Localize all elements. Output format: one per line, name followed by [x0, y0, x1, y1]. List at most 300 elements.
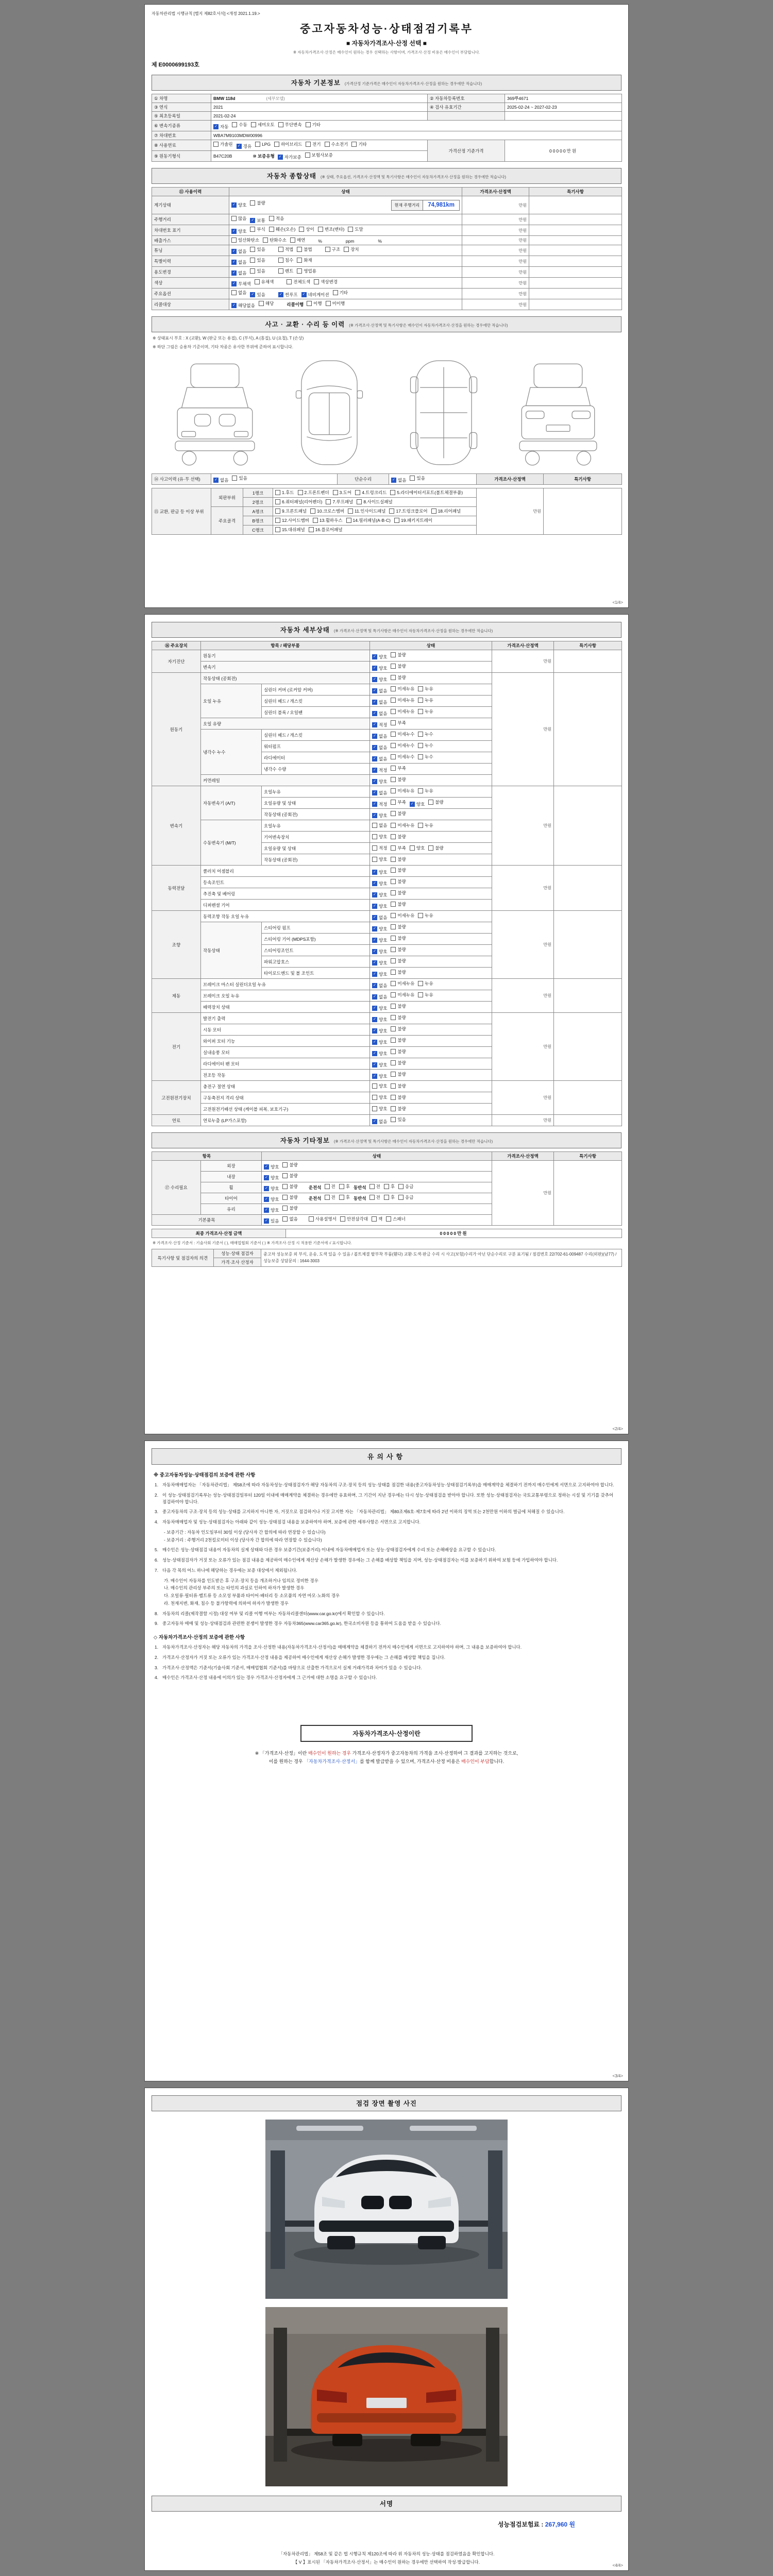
- checkbox-양호[interactable]: [264, 1207, 279, 1213]
- value-cell: [229, 256, 462, 267]
- checkbox-icon: [325, 1195, 330, 1200]
- checkbox-누유[interactable]: [418, 686, 433, 692]
- checkbox-icon: [391, 834, 396, 839]
- checkbox-보통[interactable]: [250, 217, 265, 224]
- checkbox-잭[interactable]: [372, 1216, 382, 1222]
- checkbox-양호[interactable]: [372, 880, 387, 887]
- checkbox-미세누유[interactable]: [391, 992, 414, 998]
- checkbox-전체도색[interactable]: [287, 279, 310, 285]
- value-cell: [370, 673, 492, 684]
- checkbox-후[interactable]: [339, 1194, 350, 1200]
- checkbox-icon: ✓: [372, 779, 377, 784]
- checkbox-일산화탄소[interactable]: [231, 237, 259, 243]
- checkbox-icon: ✓: [250, 292, 255, 297]
- checkbox-없음[interactable]: [372, 822, 387, 828]
- checkbox-label: 양호: [379, 869, 388, 875]
- checkbox-양호[interactable]: [372, 812, 387, 819]
- checkbox-icon: [391, 811, 396, 816]
- vehicle-name-value: BMW 118d (세부모델): [211, 94, 428, 103]
- vin-value: WBA7M9103MDW00996: [211, 131, 622, 140]
- checkbox-후[interactable]: [384, 1194, 395, 1200]
- checkbox-많음[interactable]: [231, 215, 246, 222]
- checkbox-label: 있음: [416, 476, 425, 481]
- checkbox-무채색[interactable]: [231, 281, 251, 287]
- checkbox-불량[interactable]: [391, 1071, 406, 1077]
- checkbox-label: 색상변경: [321, 279, 338, 284]
- checkbox-색상변경[interactable]: [314, 279, 338, 285]
- checkbox-불량[interactable]: [391, 969, 406, 975]
- value-cell: [370, 764, 492, 775]
- checkbox-전기[interactable]: [306, 141, 321, 147]
- checkbox-후[interactable]: [384, 1183, 395, 1190]
- checkbox-불량[interactable]: [282, 1183, 297, 1190]
- checkbox-4.트렁크리드[interactable]: [355, 489, 386, 496]
- checkbox-icon: [351, 142, 357, 147]
- checkbox-불량[interactable]: [391, 776, 406, 783]
- checkbox-훼손(오손)[interactable]: [269, 226, 296, 232]
- value-cell: [229, 214, 462, 225]
- checkbox-13.휠하우스[interactable]: [313, 517, 343, 523]
- checkbox-매연[interactable]: [290, 237, 305, 243]
- checkbox-양호[interactable]: [264, 1196, 279, 1202]
- checkbox-불량[interactable]: [391, 1106, 406, 1112]
- checkbox-label: 경유: [243, 144, 252, 149]
- checkbox-label: 전: [331, 1195, 335, 1200]
- checkbox-icon: [410, 476, 415, 481]
- value-cell: 실린더 헤드 / 개스킷: [262, 696, 370, 707]
- checkbox-미세누유[interactable]: [391, 822, 414, 828]
- checkbox-label: 15.대쉬패널: [282, 527, 305, 532]
- checkbox-유채색[interactable]: [255, 279, 274, 285]
- checkbox-없음[interactable]: [372, 699, 387, 705]
- checkbox-적음[interactable]: [269, 215, 284, 222]
- checkbox-icon: ✓: [372, 1017, 377, 1022]
- checkbox-수소전기[interactable]: [325, 141, 348, 147]
- checkbox-불법[interactable]: [297, 246, 312, 252]
- checkbox-icon: [372, 1083, 377, 1089]
- plate-number-value: 369뿌4671: [505, 94, 622, 103]
- checkbox-미세누수[interactable]: [391, 754, 414, 760]
- checkbox-icon: [391, 890, 396, 895]
- checkbox-있음[interactable]: [250, 246, 265, 252]
- checkbox-label: 9.프론트패널: [282, 509, 307, 514]
- checkbox-양호[interactable]: [231, 228, 246, 234]
- checkbox-label: 미세누수: [397, 731, 415, 737]
- label-cell: ④ 검사 유효기간: [428, 103, 505, 112]
- checkbox-자동[interactable]: [213, 124, 228, 130]
- checkbox-label: 있음: [239, 476, 247, 481]
- notice-subitem: 나. 매수인의 관리상 부주의 또는 타인의 과실로 인하여 하자가 발생한 경우: [164, 1585, 305, 1591]
- checkbox-응급[interactable]: [398, 1194, 413, 1200]
- checkbox-적법[interactable]: [278, 246, 293, 252]
- checkbox-icon: [428, 845, 433, 851]
- checkbox-없음[interactable]: [372, 982, 387, 989]
- checkbox-label: 미세누수: [397, 742, 415, 748]
- checkbox-icon: ✓: [372, 666, 377, 671]
- checkbox-양호[interactable]: [372, 903, 387, 909]
- checkbox-불량[interactable]: [391, 1014, 406, 1021]
- checkbox-기타[interactable]: [333, 290, 348, 296]
- value-cell: [229, 225, 462, 236]
- checkbox-없음[interactable]: [372, 994, 387, 1000]
- checkbox-3.도어[interactable]: [333, 489, 352, 496]
- checkbox-미이행[interactable]: [326, 300, 345, 307]
- checkbox-불량[interactable]: [391, 901, 406, 907]
- checkbox-미세누유[interactable]: [391, 697, 414, 703]
- checkbox-19.패키지트레이[interactable]: [394, 517, 432, 523]
- checkbox-적정[interactable]: [372, 767, 387, 773]
- value-cell: [370, 718, 492, 730]
- checkbox-없음[interactable]: [231, 270, 246, 276]
- checkbox-양호[interactable]: [372, 1050, 387, 1057]
- checkbox-없음[interactable]: [372, 744, 387, 751]
- checkbox-적정[interactable]: [372, 722, 387, 728]
- checkbox-해당[interactable]: [259, 300, 274, 307]
- page-marker: <1/4>: [612, 600, 623, 605]
- checkbox-label: 불량: [397, 1037, 406, 1043]
- checkbox-불량[interactable]: [391, 958, 406, 964]
- checkbox-불량[interactable]: [282, 1205, 297, 1211]
- checkbox-구조[interactable]: [325, 246, 340, 252]
- checkbox-불량[interactable]: [391, 1026, 406, 1032]
- value-cell: [370, 956, 492, 968]
- checkbox-없음[interactable]: [231, 290, 246, 296]
- checkbox-없음[interactable]: [391, 477, 406, 483]
- value-cell: 동력조향 작동 오일 누유: [201, 911, 370, 922]
- checkbox-불량[interactable]: [391, 890, 406, 896]
- checkbox-누유[interactable]: [418, 788, 433, 794]
- checkbox-전[interactable]: [325, 1183, 335, 1190]
- checkbox-양호[interactable]: [372, 948, 387, 955]
- notice-item: 3. 가격조사·산정액은 기준서(기술사회 기준서, 매매업협회 기준서)를 바탕으로 산출한 가격으로서 실제 거래가격과 차이가 있을 수 있습니다.: [155, 1665, 422, 1670]
- label-cell: ⑭ 사고이력 (유·무 선택): [152, 474, 211, 485]
- checkbox-양호[interactable]: [372, 937, 387, 943]
- checkbox-불량[interactable]: [282, 1194, 297, 1200]
- checkbox-icon: [391, 709, 396, 714]
- checkbox-15.대쉬패널[interactable]: [275, 527, 305, 533]
- checkbox-8.사이드실패널[interactable]: [357, 499, 392, 505]
- checkbox-label: 자동: [220, 124, 229, 129]
- checkbox-label: 적정: [379, 722, 388, 727]
- notice-section2-title: ◇ 자동차가격조사·산정의 보증에 관한 사항: [154, 1635, 245, 1640]
- checkbox-양호[interactable]: [264, 1164, 279, 1170]
- checkbox-하이브리드[interactable]: [274, 141, 302, 147]
- checkbox-없음[interactable]: [213, 477, 228, 483]
- checkbox-label: 침수: [284, 258, 294, 263]
- checkbox-네비게이션[interactable]: [301, 292, 329, 298]
- checkbox-가솔린[interactable]: [213, 141, 233, 147]
- checkbox-썬루프[interactable]: [278, 292, 298, 298]
- checkbox-누유[interactable]: [418, 992, 433, 998]
- checkbox-누유[interactable]: [418, 912, 433, 919]
- checkbox-누유[interactable]: [418, 822, 433, 828]
- checkbox-도말[interactable]: [348, 226, 363, 232]
- checkbox-있음[interactable]: [264, 1218, 279, 1224]
- value-cell: 만원: [492, 979, 554, 1013]
- checkbox-10.크로스멤버[interactable]: [310, 508, 344, 514]
- checkbox-영업용[interactable]: [297, 268, 316, 274]
- checkbox-누유[interactable]: [418, 708, 433, 715]
- checkbox-6.쿼터패널(리어펜더)[interactable]: [275, 499, 322, 505]
- checkbox-불량[interactable]: [391, 878, 406, 885]
- checkbox-후[interactable]: [339, 1183, 350, 1190]
- checkbox-양호[interactable]: [372, 1083, 387, 1089]
- value-cell: 배력장치 상태: [201, 1002, 370, 1013]
- checkbox-이행[interactable]: [307, 300, 322, 307]
- checkbox-무단변속[interactable]: [278, 122, 302, 128]
- checkbox-1.후드[interactable]: [275, 489, 294, 496]
- checkbox-없음[interactable]: [372, 756, 387, 762]
- checkbox-적정[interactable]: [372, 801, 387, 807]
- checkbox-있음[interactable]: [232, 475, 247, 481]
- checkbox-자가보증[interactable]: [278, 154, 301, 160]
- checkbox-부족[interactable]: [391, 799, 406, 805]
- checkbox-icon: [372, 1095, 377, 1100]
- checkbox-9.프론트패널[interactable]: [275, 508, 307, 514]
- checkbox-부식[interactable]: [250, 226, 265, 232]
- section-overall-state-header: [152, 168, 621, 184]
- checkbox-있음[interactable]: [410, 475, 425, 481]
- checkbox-화재[interactable]: [297, 257, 312, 263]
- checkbox-16.플로어패널[interactable]: [309, 527, 343, 533]
- checkbox-icon: [231, 216, 237, 221]
- value-cell: 라디에이터 팬 모터: [201, 1058, 370, 1070]
- checkbox-양호[interactable]: [372, 1039, 387, 1045]
- checkbox-label: 부족: [397, 799, 406, 805]
- checkbox-전[interactable]: [325, 1194, 335, 1200]
- header-cell: 특기사항: [544, 474, 622, 485]
- checkbox-불량[interactable]: [391, 856, 406, 862]
- checkbox-불량[interactable]: [250, 200, 265, 206]
- checkbox-미세누수[interactable]: [391, 742, 414, 749]
- checkbox-label: 불량: [397, 857, 406, 862]
- checkbox-상이[interactable]: [299, 226, 314, 232]
- checkbox-불량[interactable]: [391, 1094, 406, 1100]
- checkbox-11.인사이드패널[interactable]: [348, 508, 385, 514]
- checkbox-누유[interactable]: [418, 697, 433, 703]
- checkbox-icon: ✓: [372, 802, 377, 807]
- checkbox-12.사이드멤버[interactable]: [275, 517, 309, 523]
- checkbox-양호[interactable]: [372, 1073, 387, 1079]
- checkbox-없음[interactable]: [231, 259, 246, 265]
- checkbox-미세누수[interactable]: [391, 731, 414, 737]
- checkbox-불량[interactable]: [391, 946, 406, 953]
- checkbox-불량[interactable]: [282, 1173, 297, 1179]
- value-cell: 브레이크 마스터 실린더오일 누유: [201, 979, 370, 990]
- checkbox-양호[interactable]: [372, 1094, 387, 1100]
- checkbox-안전삼각대[interactable]: [340, 1216, 368, 1222]
- checkbox-양호[interactable]: [372, 778, 387, 785]
- checkbox-양호[interactable]: [372, 869, 387, 875]
- page-marker: <2/4>: [612, 1427, 623, 1431]
- checkbox-양호[interactable]: [372, 892, 387, 898]
- checkbox-미세누유[interactable]: [391, 686, 414, 692]
- checkbox-장치[interactable]: [344, 246, 359, 252]
- checkbox-없음[interactable]: [231, 248, 246, 255]
- checkbox-없음[interactable]: [372, 790, 387, 796]
- checkbox-7.루프패널[interactable]: [326, 499, 353, 505]
- checkbox-불량[interactable]: [391, 674, 406, 681]
- checkbox-label: 불법: [304, 247, 312, 252]
- checkbox-미세누유[interactable]: [391, 708, 414, 715]
- odometer-value: 74,981km: [428, 202, 455, 208]
- checkbox-부족[interactable]: [391, 720, 406, 726]
- checkbox-14.필러패널(A·B·C)[interactable]: [346, 517, 391, 523]
- checkbox-18.리어패널[interactable]: [431, 508, 461, 514]
- checkbox-양호[interactable]: [372, 856, 387, 862]
- checkbox-침수[interactable]: [278, 257, 293, 263]
- value-cell: 실린더 블록 / 오일팬: [262, 707, 370, 718]
- checkbox-icon: [306, 122, 311, 127]
- checkbox-불량[interactable]: [391, 652, 406, 658]
- checkbox-없음[interactable]: [282, 1216, 297, 1222]
- checkbox-없음[interactable]: [372, 733, 387, 739]
- label-cell: ⑥ 변속기종류: [152, 121, 211, 131]
- checkbox-전[interactable]: [369, 1194, 380, 1200]
- checkbox-icon: [309, 1216, 314, 1222]
- final-appraisal-amount: 00000만원: [286, 1229, 622, 1238]
- checkbox-양호[interactable]: [372, 1062, 387, 1068]
- value-cell: 충전구 절연 상태: [201, 1081, 370, 1092]
- checkbox-양호[interactable]: [372, 1005, 387, 1011]
- checkbox-있음[interactable]: [250, 268, 265, 274]
- checkbox-불량[interactable]: [391, 1060, 406, 1066]
- checkbox-불량[interactable]: [391, 935, 406, 941]
- notice-section1-title: ※ 중고자동차성능·상태점검의 보증에 관한 사항: [154, 1472, 256, 1478]
- checkbox-스패너[interactable]: [386, 1216, 406, 1222]
- checkbox-불량[interactable]: [391, 924, 406, 930]
- inspection-photo-front: [265, 2120, 508, 2299]
- checkbox-2.프론트펜더[interactable]: [298, 489, 329, 496]
- checkbox-변조(변타)[interactable]: [318, 226, 345, 232]
- value-cell: 만원: [462, 245, 529, 256]
- checkbox-불량[interactable]: [391, 1037, 406, 1043]
- checkbox-양호[interactable]: [372, 971, 387, 977]
- checkbox-label: 양호: [379, 1028, 388, 1033]
- checkbox-탄화수소[interactable]: [263, 237, 287, 243]
- checkbox-불량[interactable]: [391, 1083, 406, 1089]
- checkbox-있음[interactable]: [250, 292, 265, 298]
- checkbox-label: 양호: [271, 1186, 279, 1191]
- checkbox-불량[interactable]: [391, 834, 406, 840]
- checkbox-icon: ✓: [372, 734, 377, 739]
- section-note: (가격산정 기준가격은 매수인이 자동차가격조사·산정을 원하는 경우에만 적습니다): [344, 81, 482, 86]
- checkbox-있음[interactable]: [250, 257, 265, 263]
- label-cell: 계기상태: [152, 196, 229, 214]
- checkbox-부족[interactable]: [391, 845, 406, 851]
- sheet-3: [144, 1440, 629, 2081]
- checkbox-불량[interactable]: [428, 799, 443, 805]
- checkbox-label: 불량: [397, 834, 406, 839]
- checkbox-label: 무채색: [238, 281, 251, 286]
- notice-item: 8. 자동차의 리콜(제작결함 시정) 대상 여부 및 리콜 이행 여부는 자동차리콜센터(www.car.go.kr)에서 확인할 수 있습니다.: [155, 1611, 385, 1616]
- checkbox-icon: ✓: [372, 1040, 377, 1045]
- checkbox-label: 불량: [289, 1162, 298, 1167]
- checkbox-불량[interactable]: [391, 867, 406, 873]
- checkbox-양호[interactable]: [372, 676, 387, 683]
- checkbox-사용설명서[interactable]: [309, 1216, 337, 1222]
- checkbox-양호[interactable]: [372, 665, 387, 671]
- checkbox-누수[interactable]: [418, 731, 433, 737]
- checkbox-양호[interactable]: [231, 202, 246, 208]
- checkbox-해당없음[interactable]: [231, 302, 255, 309]
- checkbox-적정[interactable]: [372, 845, 387, 851]
- checkbox-세미오토[interactable]: [251, 122, 275, 128]
- value-cell: ✓ 양호 불량 운전석 전 후 동반석 전 후 응급: [262, 1182, 492, 1193]
- checkbox-없음[interactable]: [372, 688, 387, 694]
- checkbox-불량[interactable]: [391, 810, 406, 817]
- value-cell: [554, 673, 622, 786]
- checkbox-불량[interactable]: [391, 1048, 406, 1055]
- checkbox-양호[interactable]: [372, 654, 387, 660]
- checkbox-icon: [299, 227, 304, 232]
- checkbox-누유[interactable]: [418, 980, 433, 987]
- checkbox-label: 불량: [397, 1003, 406, 1009]
- checkbox-경유[interactable]: [237, 143, 251, 149]
- checkbox-label: 2.프론트펜더: [304, 490, 329, 495]
- checkbox-불량[interactable]: [391, 1003, 406, 1009]
- checkbox-미세누유[interactable]: [391, 788, 414, 794]
- checkbox-보험사보증[interactable]: [305, 152, 333, 158]
- checkbox-label: 불량: [397, 946, 406, 952]
- checkbox-양호[interactable]: [264, 1175, 279, 1181]
- checkbox-양호[interactable]: [264, 1185, 279, 1192]
- checkbox-양호[interactable]: [410, 845, 425, 851]
- checkbox-양호[interactable]: [372, 1016, 387, 1023]
- checkbox-양호[interactable]: [372, 960, 387, 966]
- checkbox-누수[interactable]: [418, 754, 433, 760]
- checkbox-기타[interactable]: [351, 141, 366, 147]
- checkbox-수동[interactable]: [232, 122, 247, 128]
- checkbox-미세누유[interactable]: [391, 980, 414, 987]
- checkbox-전[interactable]: [369, 1183, 380, 1190]
- checkbox-icon: [391, 868, 396, 873]
- value-cell: [262, 1215, 492, 1226]
- label-cell: 냉각수 누수: [201, 730, 262, 775]
- checkbox-label: 11.인사이드패널: [355, 509, 386, 514]
- checkbox-누수[interactable]: [418, 742, 433, 749]
- checkbox-17.트렁크플로어[interactable]: [389, 508, 427, 514]
- checkbox-label: 부족: [397, 720, 406, 725]
- checkbox-양호[interactable]: [372, 1106, 387, 1112]
- checkbox-렌트[interactable]: [278, 268, 293, 274]
- header-cell: 항목 / 해당부품: [201, 641, 370, 650]
- checkbox-label: 무단변속: [284, 122, 302, 127]
- checkbox-5.라디에이터서포트(볼트체결부품)[interactable]: [390, 489, 463, 496]
- checkbox-label: 양호: [379, 1095, 388, 1100]
- checkbox-응급[interactable]: [398, 1183, 413, 1190]
- label-cell: 조향: [152, 911, 201, 979]
- car-diagram-underbody: [390, 355, 497, 470]
- checkbox-불량[interactable]: [282, 1162, 297, 1168]
- checkbox-없음[interactable]: [372, 710, 387, 717]
- checkbox-양호[interactable]: [372, 1028, 387, 1034]
- checkbox-없음[interactable]: [372, 914, 387, 921]
- checkbox-양호[interactable]: [372, 834, 387, 840]
- checkbox-미세누유[interactable]: [391, 912, 414, 919]
- checkbox-불량[interactable]: [428, 845, 443, 851]
- value-cell: 와이퍼 모터 기능: [201, 1036, 370, 1047]
- checkbox-label: 응급: [405, 1184, 414, 1189]
- checkbox-기타[interactable]: [306, 122, 321, 128]
- checkbox-부족[interactable]: [391, 765, 406, 771]
- checkbox-불량[interactable]: [391, 663, 406, 669]
- checkbox-없음[interactable]: [372, 1118, 387, 1125]
- checkbox-양호[interactable]: [410, 801, 425, 807]
- checkbox-양호[interactable]: [372, 926, 387, 932]
- checkbox-있음[interactable]: [391, 1116, 406, 1123]
- checkbox-LPG[interactable]: [255, 142, 271, 147]
